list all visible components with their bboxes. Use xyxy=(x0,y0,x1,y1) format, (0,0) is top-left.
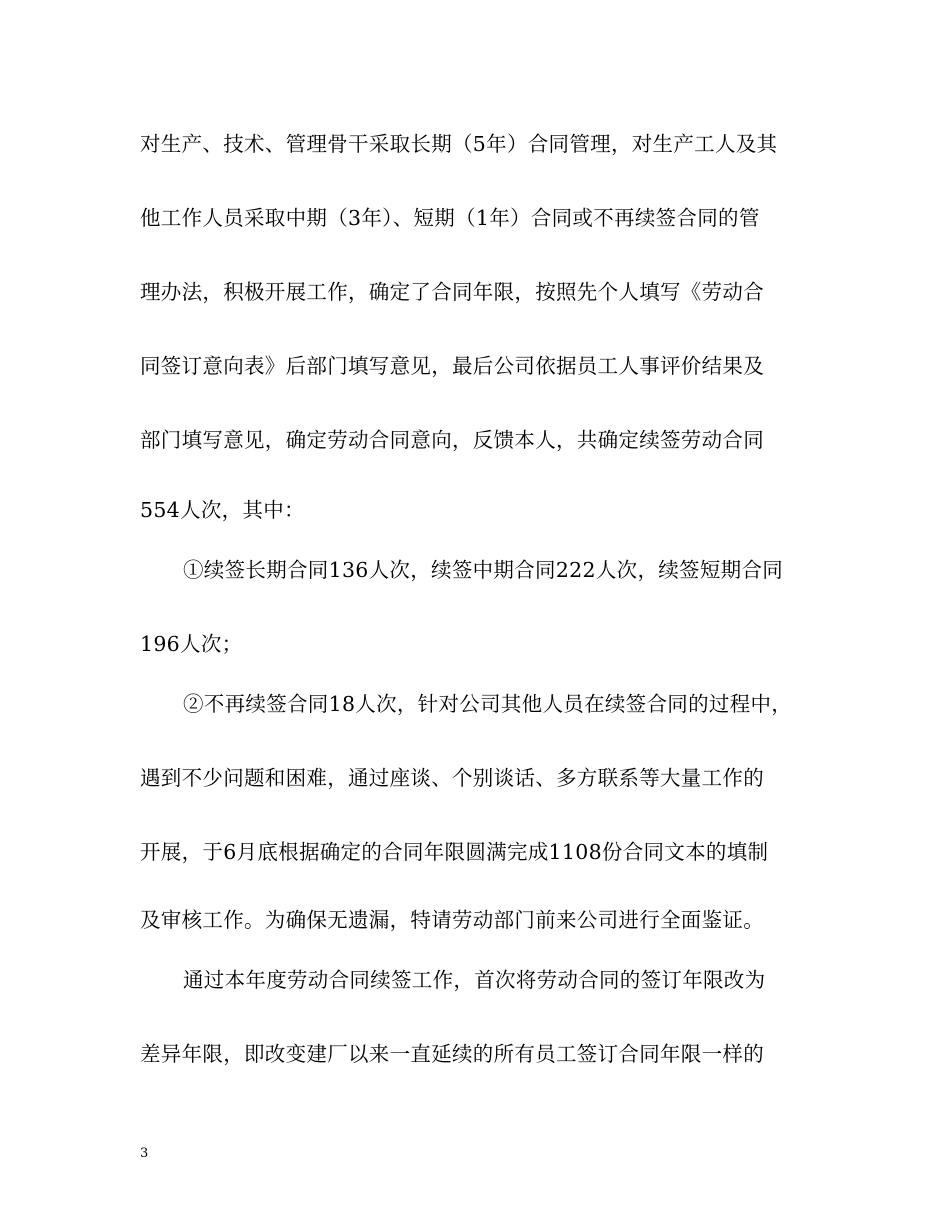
text-line-14: 差异年限，即改变建厂以来一直延续的所有员工签订合同年限一样的 xyxy=(140,1042,764,1066)
text-line-9: ②不再续签合同18人次，针对公司其他人员在续签合同的过程中， xyxy=(183,692,793,716)
text-line-10: 遇到不少问题和困难，通过座谈、个别谈话、多方联系等大量工作的 xyxy=(140,766,764,790)
text-line-12: 及审核工作。为确保无遗漏，特请劳动部门前来公司进行全面鉴证。 xyxy=(140,908,764,932)
text-line-6: 554人次，其中： xyxy=(140,498,305,522)
text-line-1: 对生产、技术、管理骨干采取长期（5年）合同管理，对生产工人及其 xyxy=(140,132,778,156)
text-line-5: 部门填写意见，确定劳动合同意向，反馈本人，共确定续签劳动合同 xyxy=(140,428,764,452)
text-line-7: ①续签长期合同136人次，续签中期合同222人次，续签短期合同 xyxy=(183,558,784,582)
text-line-8: 196人次； xyxy=(140,632,243,656)
text-line-11: 开展，于6月底根据确定的合同年限圆满完成1108份合同文本的填制 xyxy=(140,840,769,864)
text-line-4: 同签订意向表》后部门填写意见，最后公司依据员工人事评价结果及 xyxy=(140,354,764,378)
text-line-2: 他工作人员采取中期（3年）、短期（1年）合同或不再续签合同的管 xyxy=(140,206,760,230)
text-line-3: 理办法，积极开展工作，确定了合同年限，按照先个人填写《劳动合 xyxy=(140,280,764,304)
text-line-13: 通过本年度劳动合同续签工作，首次将劳动合同的签订年限改为 xyxy=(183,968,766,992)
page-number: 3 xyxy=(140,1146,149,1161)
